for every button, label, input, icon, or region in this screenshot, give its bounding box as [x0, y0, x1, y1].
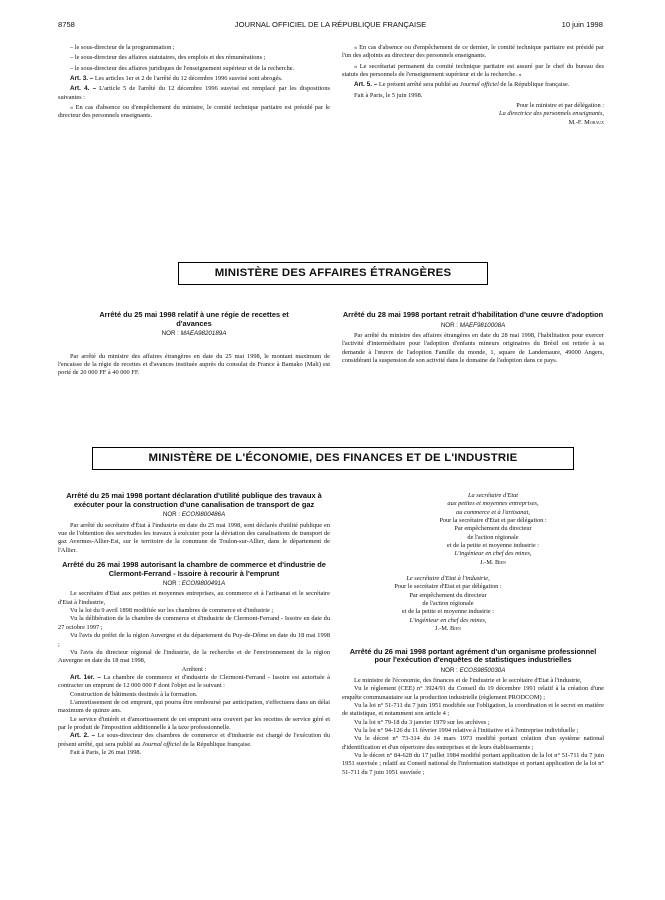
paragraph: Par arrêté du ministre des affaires étrangères en date du 28 mai 1998, l'habilitation pour exercer l'activité d'intermédiaire pour l'adoption d'enfants mineurs originaires du Brésil est retirée à sa demande à l'œuvre de l'adoption Famille du monde, 1, square de Landemaure, 49000 Angers, considérant la suspension de son activité dans le domaine de l'adoption dans ce pays. [342, 331, 604, 364]
article-title: Arrêté du 28 mai 1998 portant retrait d'habilitation d'une œuvre d'adoption [342, 310, 604, 319]
signature-line: Pour le ministre et par délégation : [516, 102, 604, 110]
journal-title: JOURNAL OFFICIEL DE LA RÉPUBLIQUE FRANÇAISE [234, 20, 427, 29]
signature-block-a [382, 492, 604, 567]
signature-role: La directrice des personnels enseignants, [499, 110, 604, 118]
page-number: 8758 [58, 20, 75, 29]
signature-line: de l'action régionale [467, 533, 519, 541]
article-title: Arrêté du 25 mai 1998 portant déclaration d'utilité publique des travaux à exécuter pour la construction d'une canalisation de transport de gaz [66, 491, 322, 509]
paragraph: Vu l'avis du préfet de la région Auvergne et du département du Puy-de-Dôme en date du 18 mai 1998 ; [58, 632, 330, 648]
signature-role: L'ingénieur en chef des mines, [409, 616, 487, 624]
signature-name: M.-F. Moraux [568, 118, 604, 126]
signature-role: au commerce et à l'artisanat, [456, 508, 530, 516]
top-left-column [58, 44, 330, 123]
eco-right-column [342, 492, 604, 777]
paragraph: Vu le règlement (CEE) n° 3924/91 du Conseil du 19 décembre 1991 relatif à la création d'une enquête communautaire sur la production industrielle (règlement PRODCOM) ; [342, 685, 604, 701]
paragraph: Construction de bâtiments destinés à la formation. [70, 690, 198, 698]
arretent: Arrêtent : [181, 665, 207, 673]
top-right-column [342, 44, 604, 127]
signature-line: Pour la secrétaire d'Etat et par délégation : [439, 517, 547, 525]
nor-reference: NOR : MAEF9810008A [440, 321, 506, 329]
signature-line: et de la petite et moyenne industrie : [401, 608, 495, 616]
paragraph: Vu la délibération de la chambre de commerce et d'industrie de Clermont-Ferrand - Issoire en date du 27 octobre 1997 ; [58, 615, 330, 631]
signature-line: Pour le secrétaire d'Etat et par délégation : [394, 583, 502, 591]
paragraph: Vu la loi n° 79-18 du 3 janvier 1979 sur les archives ; [354, 718, 490, 726]
article-title: Arrêté du 26 mai 1998 autorisant la chambre de commerce et d'industrie de Clermont-Ferrand - Issoire à recourir à l'emprunt [62, 559, 326, 578]
article-4-quote: « En cas d'absence ou d'empêchement du ministre, le comité technique paritaire est présidé par le directeur des personnels enseignants. [58, 104, 330, 120]
fait-line: Fait à Paris, le 26 mai 1998. [70, 748, 142, 756]
fait-line: Fait à Paris, le 5 juin 1998. [354, 91, 423, 99]
signature-line: de l'action régionale [422, 600, 474, 608]
paragraph: Vu la loi n° 51-711 du 7 juin 1951 modifiée sur l'obligation, la coordination et le secret en matière de statistique, et notamment son article 4 ; [342, 702, 604, 718]
article-4: Art. 4. – L'article 5 de l'arrêté du 12 décembre 1996 susvisé est remplacé par les dispositions suivantes : [58, 85, 330, 101]
eco-left-column [58, 492, 330, 757]
signature-name: J.-M. Bien [480, 558, 506, 566]
article-title: Arrêté du 25 mai 1998 relatif à une régie de recettes et d'avances [99, 310, 289, 328]
signature-line: Par empêchement du directeur [409, 591, 487, 599]
article-title: Arrêté du 26 mai 1998 portant agrément d'un organisme professionnel pour l'exécution d'enquêtes de statistiques industrielles [349, 646, 597, 665]
list-item: – le sous-directeur des affaires juridiques de l'enseignement supérieur et de la recherche. [70, 64, 295, 72]
ministry-banner-affaires-etrangeres: MINISTÈRE DES AFFAIRES ÉTRANGÈRES [178, 262, 488, 285]
article-5: Art. 5. – Le présent arrêté sera publié au Journal officiel de la République française. [354, 81, 570, 89]
mae-right-column [342, 311, 604, 367]
paragraph: Vu le décret n° 73-314 du 14 mars 1973 modifié portant création d'un système national d'identification et d'un répertoire des entreprises et de leurs établissements ; [342, 735, 604, 751]
list-item: – le sous-directeur des affaires statutaires, des emplois et des rémunérations ; [70, 54, 266, 62]
paragraph: « En cas d'absence ou d'empêchement de ce dernier, le comité technique paritaire est présidé par l'un des adjoints au directeur des personnels enseignants. [342, 44, 604, 60]
paragraph: Par arrêté du ministre des affaires étrangères en date du 25 mai 1998, le montant maximum de l'encaisse de la régie de recettes et d'avances instituée auprès du consulat de France à Bamako (Mali) est porté de 20 000 FF à 40 000 FF. [58, 352, 330, 377]
signature-block-b [342, 575, 554, 633]
signature-line: et de la petite et moyenne industrie : [446, 542, 540, 550]
signature-name: J.-M. Bien [435, 625, 461, 633]
paragraph: Vu l'avis du directeur régional de l'industrie, de la recherche et de l'environnement de la région Auvergne en date du 18 mai 1998, [58, 648, 330, 665]
article-1: Art. 1er. – La chambre de commerce et d'industrie de Clermont-Ferrand - Issoire est autorisée à contracter un emprunt de 12 000 000 F dont l'objet est le suivant : [58, 673, 331, 690]
paragraph: L'amortissement de cet emprunt, qui pourra être remboursé par anticipation, s'effectuera dans un délai maximum de quinze ans. [58, 698, 330, 715]
article-3: Art. 3. – Les articles 1er et 2 de l'arrêté du 12 décembre 1996 susvisé sont abrogés. [70, 75, 283, 83]
signature-role: Le secrétaire d'Etat à l'industrie, [406, 575, 490, 583]
paragraph: Vu la loi du 9 avril 1898 modifiée sur les chambres de commerce et d'industrie ; [70, 607, 274, 615]
list-item: – le sous-directeur de la programmation ; [70, 44, 175, 51]
mae-left-column [58, 311, 330, 380]
signature-role: L'ingénieur en chef des mines, [454, 550, 532, 558]
article-2: Art. 2. – Le sous-directeur des chambres de commerce et d'industrie est chargé de l'exécution du présent arrêté, qui sera publié au Journal officiel de la République française. [58, 732, 330, 748]
nor-reference: NOR : ECOI9800491A [162, 580, 226, 588]
paragraph: Le secrétaire d'Etat aux petites et moyennes entreprises, au commerce et à l'artisanat et le secrétaire d'Etat à l'industrie, [58, 590, 330, 606]
issue-date: 10 juin 1998 [561, 20, 603, 29]
paragraph: Vu la loi n° 94-126 du 11 février 1994 relative à l'initiative et à l'entreprise individuelle ; [354, 727, 579, 735]
paragraph: Par arrêté du secrétaire d'État à l'industrie en date du 25 mai 1998, sont déclarés d'utilité publique en vue de l'obtention des servitudes les travaux à exécuter pour la déviation des canalisations de transport de gaz Avermes-Allier-Est, sur le territoire de la commune de Toulon-sur-Allier, dans le département de l'Allier. [58, 521, 330, 554]
page-header [58, 20, 603, 32]
paragraph: Le service d'intérêt et d'amortissement de cet emprunt sera couvert par les recettes de service géré et par le produit de l'imposition additionnelle à la taxe professionnelle. [58, 715, 330, 731]
signature-line: Par empêchement du directeur [454, 525, 532, 533]
nor-reference: NOR : MAEA9820189A [161, 330, 227, 338]
signature-role: La secrétaire d'Etat [467, 492, 519, 499]
nor-reference: NOR : ECOS9850030A [440, 666, 506, 674]
ministry-banner-economie: MINISTÈRE DE L'ÉCONOMIE, DES FINANCES ET DE L'INDUSTRIE [92, 447, 574, 470]
nor-reference: NOR : ECOI9800486A [162, 511, 226, 519]
paragraph: Vu le décret n° 84-628 du 17 juillet 1984 modifié portant application de la loi n° 51-711 du 7 juin 1951 susvisée ; relatif au Conseil national de l'information statistique et portant application de la loi n° 51-711 du 7 juin 1951 susvisée ; [342, 752, 604, 776]
signature-role: aux petites et moyennes entreprises, [447, 500, 539, 508]
paragraph: « Le secrétariat permanent du comité technique paritaire est assuré par le chef du bureau des statuts des personnels de l'enseignement supérieur et de la recherche. » [342, 62, 604, 79]
paragraph: Le ministre de l'économie, des finances et de l'industrie et le secrétaire d'Etat à l'industrie, [354, 677, 582, 685]
